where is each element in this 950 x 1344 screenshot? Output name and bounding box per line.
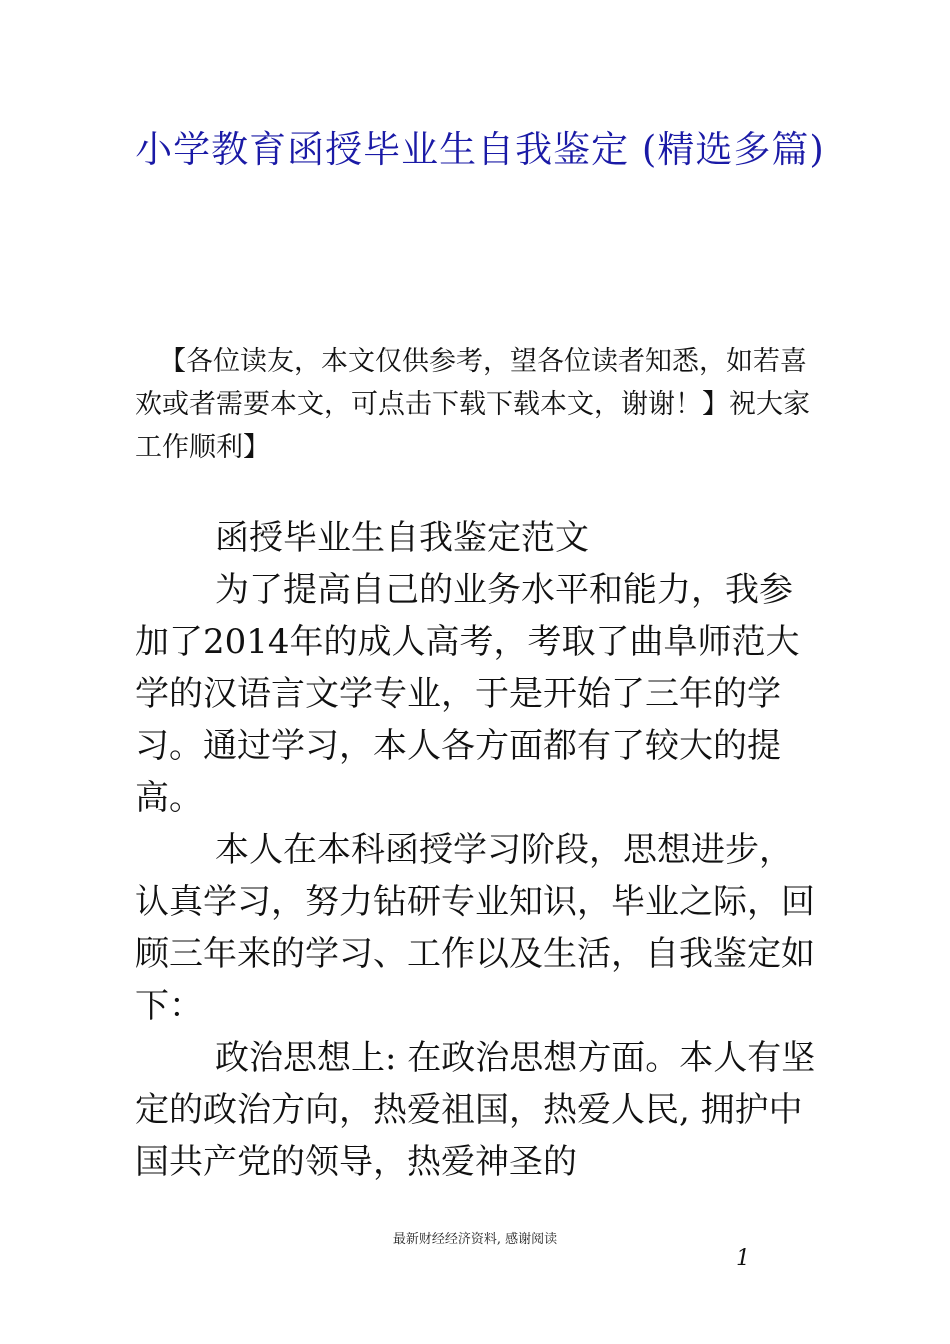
document-body <box>135 512 825 1188</box>
page-number: 1 <box>736 1246 750 1271</box>
document-title: 小学教育函授毕业生自我鉴定 (精选多篇) <box>135 128 825 171</box>
body-paragraph: 为了提高自己的业务水平和能力，我参加了2014年的成人高考，考取了曲阜师范大学的汉语言文学专业，于是开始了三年的学习。通过学习，本人各方面都有了较大的提高。 <box>135 570 800 818</box>
section-heading: 函授毕业生自我鉴定范文 <box>215 518 589 558</box>
page-footer: 最新财经经济资料, 感谢阅读 <box>392 1232 558 1247</box>
reader-notice: 【各位读友，本文仅供参考，望各位读者知悉，如若喜欢或者需要本文，可点击下载下载本文，谢谢！】祝大家工作顺利】 <box>135 346 810 463</box>
body-paragraph: 政治思想上: 在政治思想方面。本人有坚定的政治方向，热爱祖国，热爱人民, 拥护中国共产党的领导，热爱神圣的 <box>135 1038 816 1182</box>
body-paragraph: 本人在本科函授学习阶段，思想进步，认真学习，努力钻研专业知识，毕业之际，回顾三年来的学习、工作以及生活，自我鉴定如下： <box>135 830 815 1026</box>
